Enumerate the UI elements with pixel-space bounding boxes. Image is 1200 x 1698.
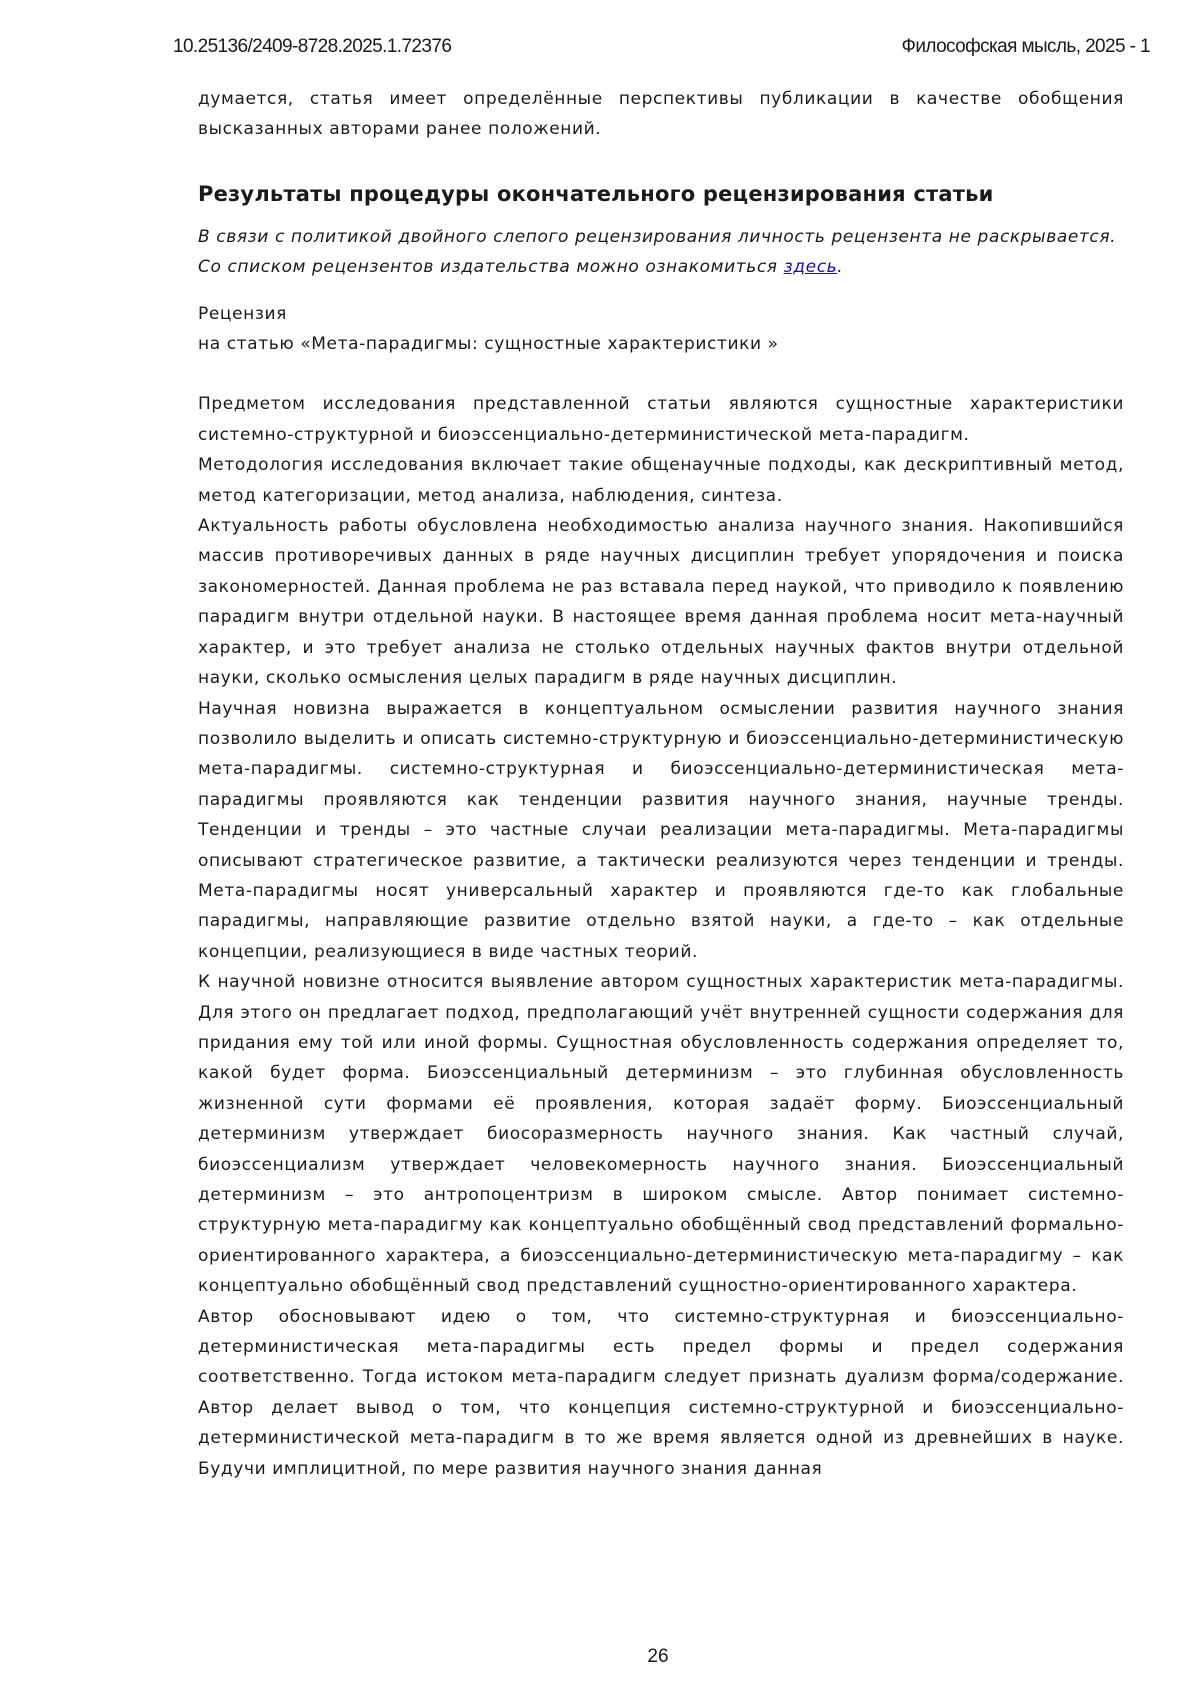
notice-line-1: В связи с политикой двойного слепого рецензирования личность рецензента не раскрывается. xyxy=(198,222,1124,252)
review-paragraph-conclusion: Автор обосновывают идею о том, что системно-структурная и биоэссенциально-детерминистическая мета-парадигмы есть предел формы и предел содержания соответственно. Тогда истоком мета-парадигм следует признать дуализм форма/содержание. Автор делает вывод о том, что концепция системно-структурной и биоэссенциально-детерминистической мета-парадигм в то же время является одной из древнейших в науке. Будучи имплицитной, по мере развития научного знания данная xyxy=(198,1302,1124,1484)
review-paragraph-characteristics: К научной новизне относится выявление автором сущностных характеристик мета-парадигмы. Для этого он предлагает подход, предполагающий учёт внутренней сущности содержания для придания ему той или иной формы. Сущностная обусловленность содержания определяет то, какой будет форма. Биоэссенциальный детерминизм – это глубинная обусловленность жизненной сути формами её проявления, которая задаёт форму. Биоэссенциальный детерминизм утверждает биосоразмерность научного знания. Как частный случай, биоэссенциализм утверждает человекомерность научного знания. Биоэссенциальный детерминизм – это антропоцентризм в широком смысле. Автор понимает системно-структурную мета-парадигму как концептуально обобщённый свод представлений формально-ориентированного характера, а биоэссенциально-детерминистическую мета-парадигму – как концептуально обобщённый свод представлений сущностно-ориентированного характера. xyxy=(198,967,1124,1301)
page-content xyxy=(198,84,1124,1484)
review-paragraph-novelty: Научная новизна выражается в концептуальном осмыслении развития научного знания позволило выделить и описать системно-структурную и биоэссенциально-детерминистическую мета-парадигмы. системно-структурная и биоэссенциально-детерминистическая мета-парадигмы проявляются как тенденции развития научного знания, научные тренды. Тенденции и тренды – это частные случаи реализации мета-парадигмы. Мета-парадигмы описывают стратегическое развитие, а тактически реализуются через тенденции и тренды. Мета-парадигмы носят универсальный характер и проявляются где-то как глобальные парадигмы, направляющие развитие отдельно взятой науки, а где-то – как отдельные концепции, реализующиеся в виде частных теорий. xyxy=(198,694,1124,968)
page-number: 26 xyxy=(0,1646,1200,1668)
reviewer-notice xyxy=(198,222,1124,283)
review-paragraph-relevance: Актуальность работы обусловлена необходимостью анализа научного знания. Накопившийся массив противоречивых данных в ряде научных дисциплин требует упорядочения и поиска закономерностей. Данная проблема не раз вставала перед наукой, что приводило к появлению парадигм внутри отдельной науки. В настоящее время данная проблема носит мета-научный характер, и это требует анализа не столько отдельных научных фактов внутри отдельной науки, сколько осмысления целых парадигм в ряде научных дисциплин. xyxy=(198,511,1124,693)
notice-line-2-suffix: . xyxy=(837,257,843,277)
review-paragraph-methodology: Методология исследования включает такие общенаучные подходы, как дескриптивный метод, метод категоризации, метод анализа, наблюдения, синтеза. xyxy=(198,450,1124,511)
section-heading: Результаты процедуры окончательного рецензирования статьи xyxy=(198,179,1124,209)
intro-paragraph: думается, статья имеет определённые перспективы публикации в качестве обобщения высказанных авторами ранее положений. xyxy=(198,84,1124,145)
journal-header: Философская мысль, 2025 - 1 xyxy=(902,36,1150,58)
doi-header: 10.25136/2409-8728.2025.1.72376 xyxy=(173,36,451,58)
review-paragraph-subject: Предметом исследования представленной статьи являются сущностные характеристики системно-структурной и биоэссенциально-детерминистической мета-парадигм. xyxy=(198,389,1124,450)
review-title: Рецензия xyxy=(198,299,1124,329)
review-subtitle: на статью «Мета-парадигмы: сущностные характеристики » xyxy=(198,329,1124,359)
reviewers-link[interactable]: здесь xyxy=(784,257,838,277)
notice-line-2 xyxy=(198,252,1124,282)
notice-line-2-prefix: Со списком рецензентов издательства можно ознакомиться xyxy=(198,257,784,277)
